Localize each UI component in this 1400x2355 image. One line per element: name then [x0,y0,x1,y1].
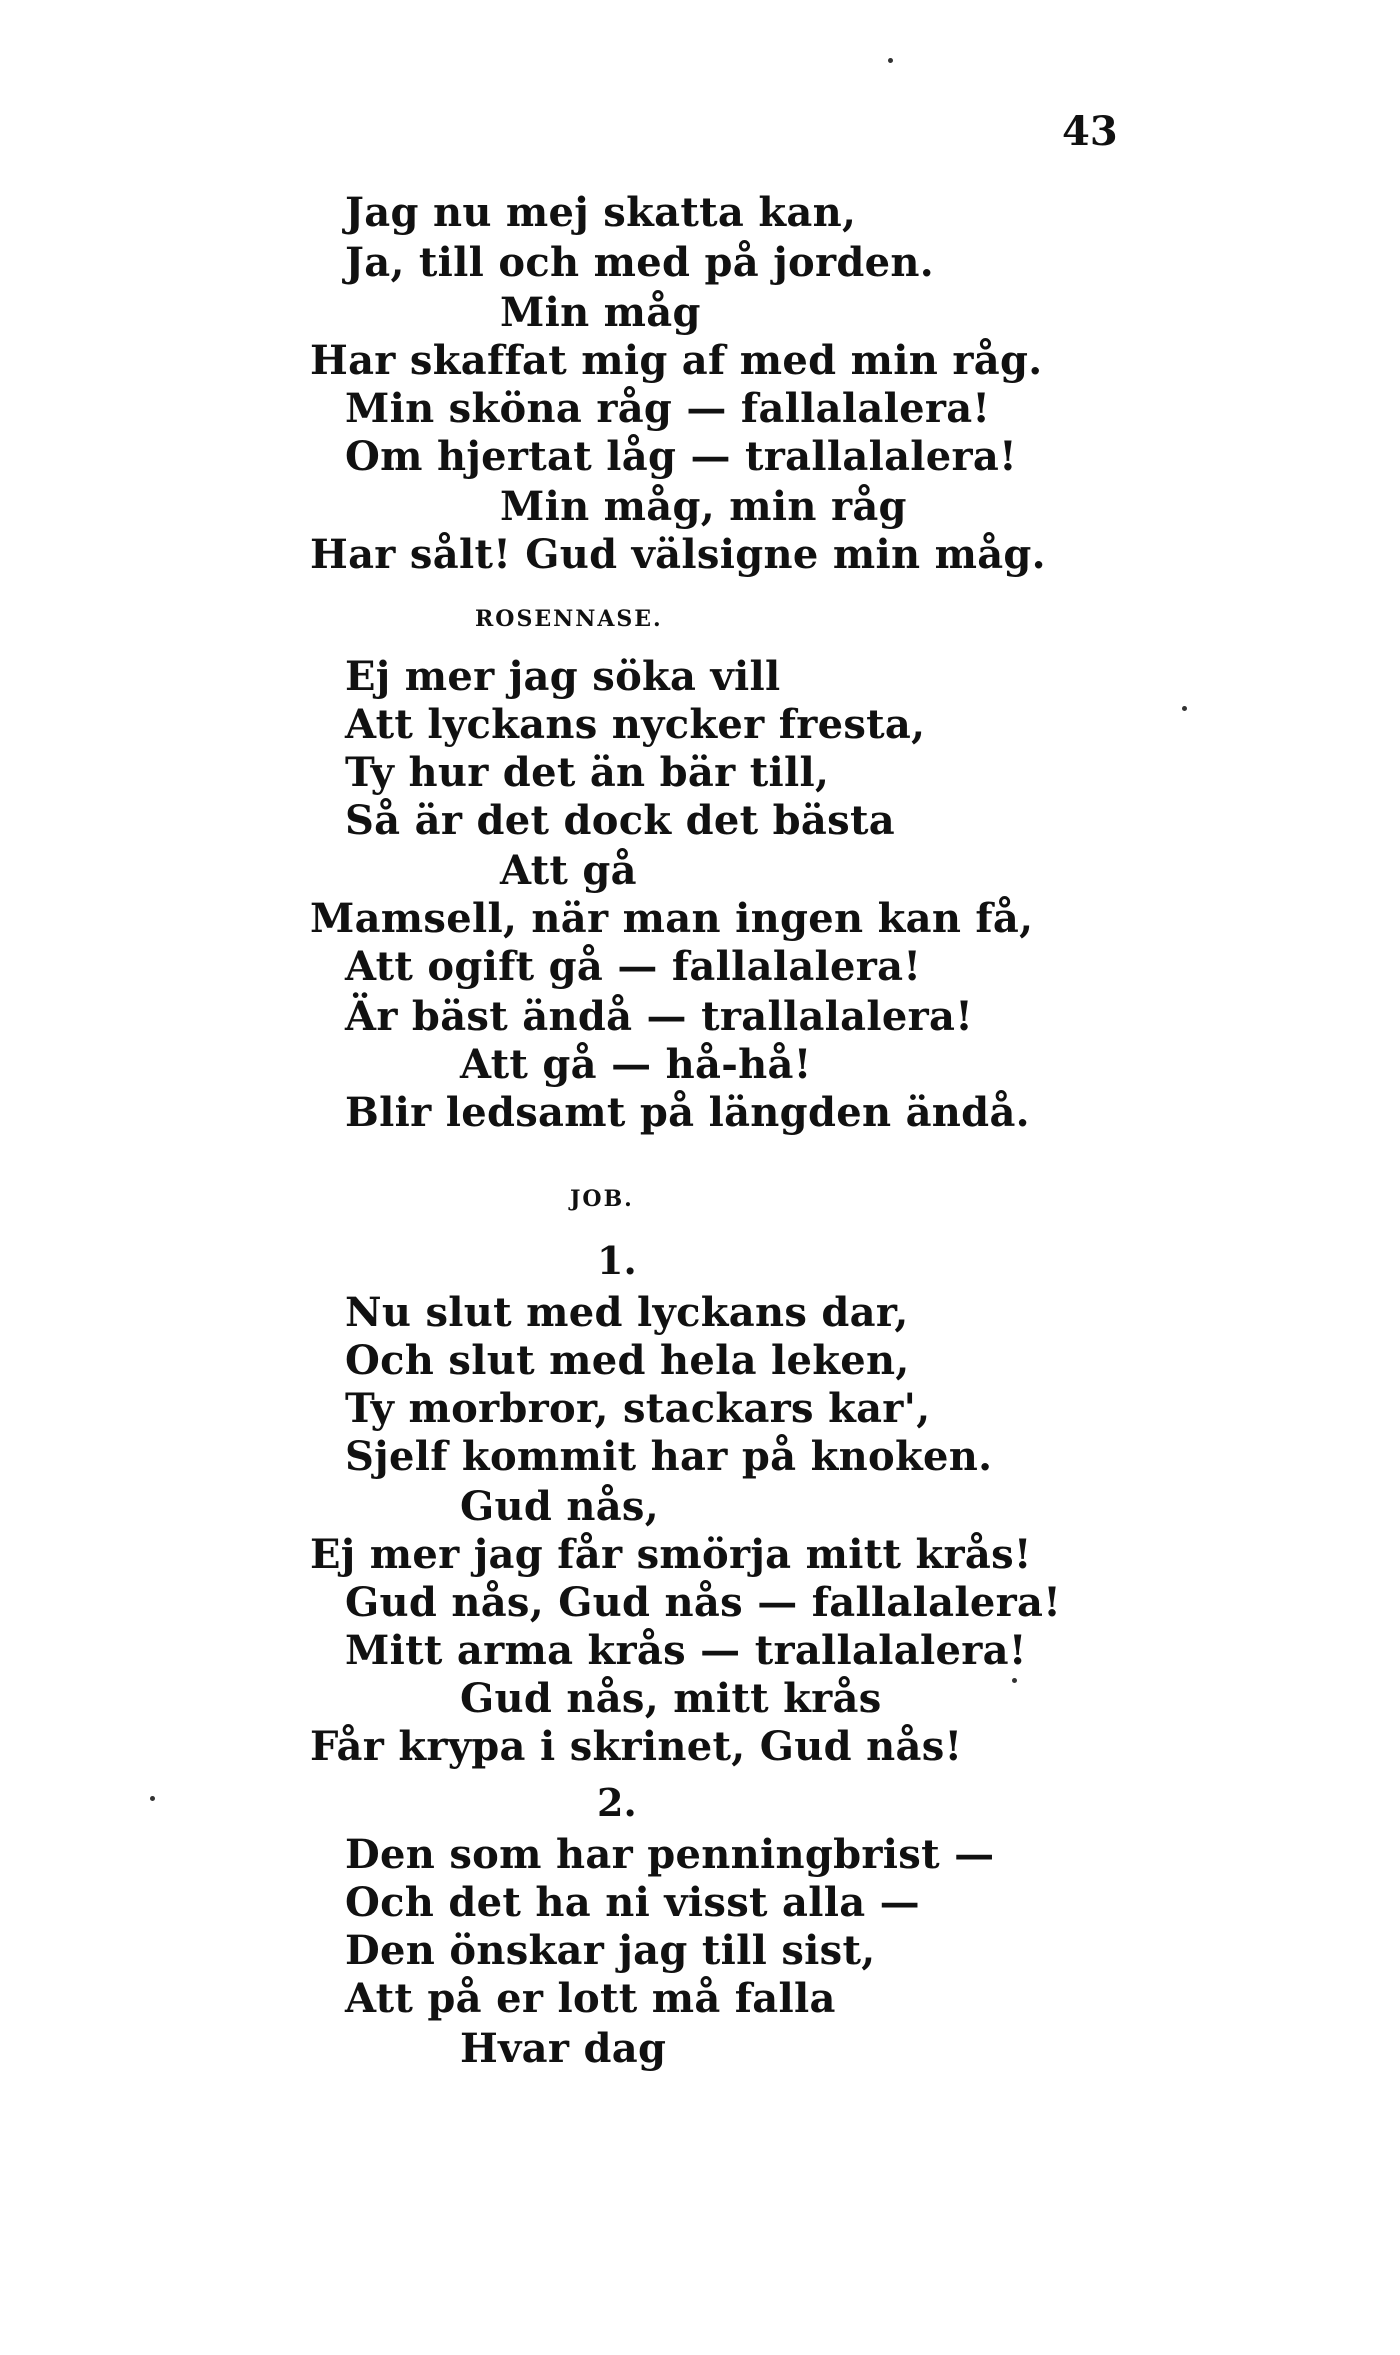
verse-line: Så är det dock det bästa [345,797,895,844]
verse-line: Ty morbror, stackars kar', [345,1385,931,1432]
verse-line: Blir ledsamt på längden ändå. [345,1089,1030,1136]
verse-line: Min måg [500,289,701,336]
verse-line: Hvar dag [460,2025,667,2072]
verse-line: Om hjertat låg — trallalalera! [345,433,1017,480]
verse-line: Ja, till och med på jorden. [345,239,934,286]
verse-line: Har sålt! Gud välsigne min måg. [310,531,1046,578]
section-heading: ROSENNASE. [475,606,663,632]
verse-line: Mamsell, när man ingen kan få, [310,895,1034,942]
verse-line: Min måg, min råg [500,483,907,530]
section-heading: JOB. [570,1186,634,1212]
verse-line: Har skaffat mig af med min råg. [310,337,1043,384]
verse-line: Den som har penningbrist — [345,1831,995,1878]
verse-line: Att ogift gå — fallalalera! [345,943,922,990]
page-number: 43 [1062,108,1118,155]
verse-line: Jag nu mej skatta kan, [345,189,857,236]
verse-number: 1. [597,1238,637,1283]
verse-line: Mitt arma krås — trallalalera! [345,1627,1027,1674]
verse-line: Och slut med hela leken, [345,1337,910,1384]
verse-line: Att gå [500,847,637,894]
verse-line: Sjelf kommit har på knoken. [345,1433,993,1480]
verse-line: Den önskar jag till sist, [345,1927,876,1974]
scan-speck [888,58,893,63]
verse-line: Att lyckans nycker fresta, [345,701,926,748]
verse-line: Gud nås, mitt krås [460,1675,882,1722]
verse-line: Nu slut med lyckans dar, [345,1289,909,1336]
verse-line: Min sköna råg — fallalalera! [345,385,991,432]
verse-line: Gud nås, [460,1483,659,1530]
verse-line: Ej mer jag söka vill [345,653,781,700]
scan-speck [1182,706,1187,711]
verse-line: Och det ha ni visst alla — [345,1879,920,1926]
scan-speck [1012,1678,1017,1683]
verse-line: Får krypa i skrinet, Gud nås! [310,1723,963,1770]
verse-line: Att på er lott må falla [345,1975,836,2022]
verse-line: Ty hur det än bär till, [345,749,830,796]
verse-line: Att gå — hå-hå! [460,1041,812,1088]
scan-speck [150,1796,155,1801]
verse-line: Gud nås, Gud nås — fallalalera! [345,1579,1062,1626]
verse-line: Är bäst ändå — trallalalera! [345,993,974,1040]
verse-line: Ej mer jag får smörja mitt krås! [310,1531,1032,1578]
verse-number: 2. [597,1780,637,1825]
